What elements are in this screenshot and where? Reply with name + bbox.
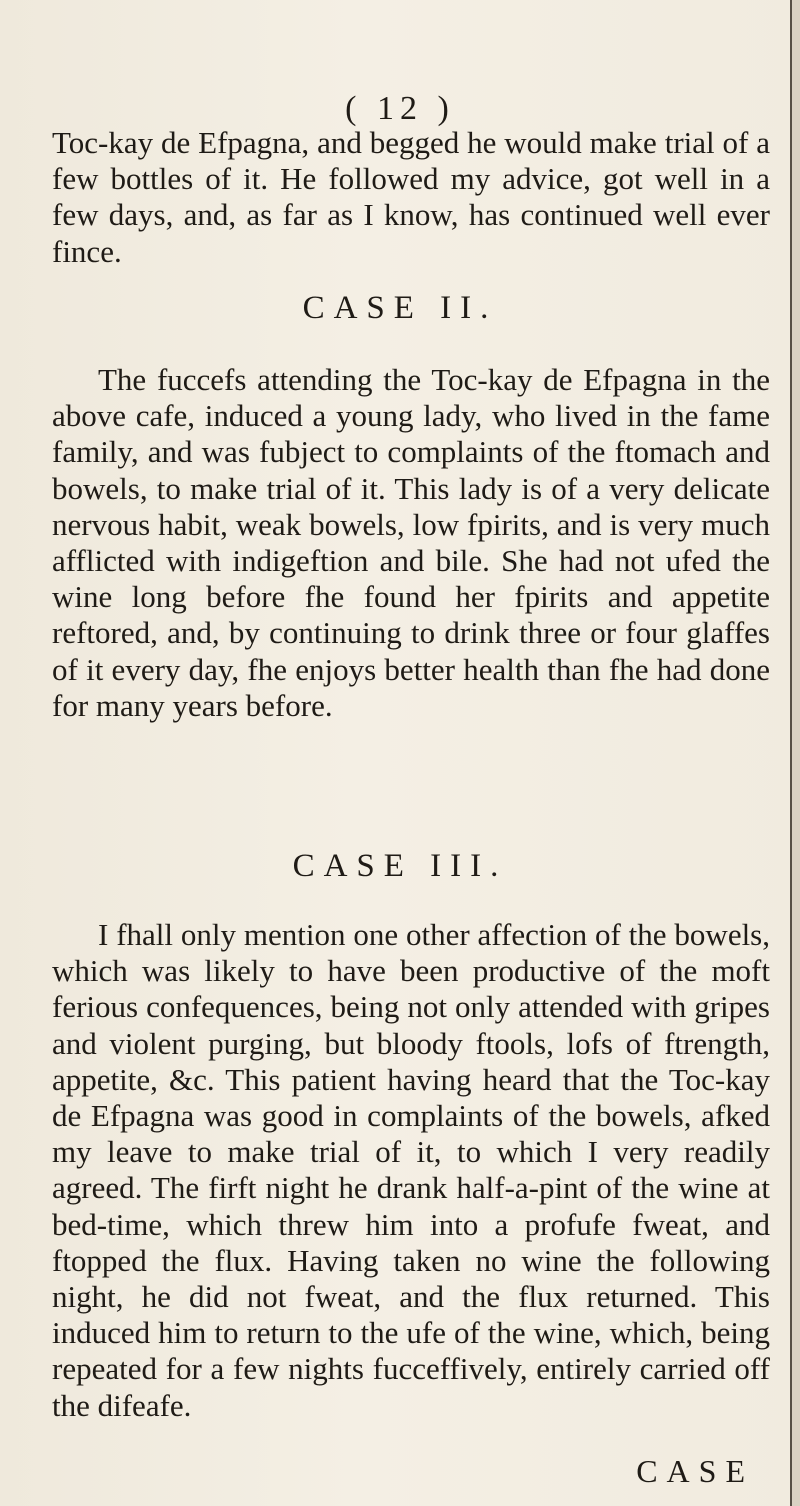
- opening-paragraph-block: [52, 125, 770, 270]
- page-number: ( 12 ): [345, 90, 455, 127]
- case-ii-paragraph: The fuccefs attending the Toc-kay de Efpagna in the above cafe, induced a young lady, who lived in the fame family, and was fubject to complaints of the ftomach and bowels, to make trial of it. This lady is of a very delicate nervous habit, weak bowels, low fpirits, and is very much afflicted with indigeftion and bile. She had not ufed the wine long before fhe found her fpirits and appetite reftored, and, by continuing to drink three or four glaffes of it every day, fhe enjoys better health than fhe had done for many years before.: [52, 362, 770, 723]
- case-iii-heading: CASE III.: [292, 848, 508, 884]
- page-edge-line: [790, 0, 792, 1506]
- case-ii-heading: CASE II.: [302, 290, 498, 326]
- case-ii-block: [52, 362, 770, 724]
- page-edge-shadow: [792, 0, 800, 1506]
- case-iii-block: [52, 917, 770, 1424]
- case-iii-paragraph: I fhall only mention one other affection of the bowels, which was likely to have been productive of the moft ferious confequences, being not only attended with gripes and violent purging, but bloody ftools, lofs of ftrength, appetite, &c. This patient having heard that the Toc-kay de Efpagna was good in complaints of the bowels, afked my leave to make trial of it, to which I very readily agreed. The firft night he drank half-a-pint of the wine at bed-time, which threw him into a profufe fweat, and ftopped the flux. Having taken no wine the following night, he did not fweat, and the flux returned. This induced him to return to the ufe of the wine, which, being repeated for a few nights fucceffively, entirely carried off the difeafe.: [52, 917, 770, 1423]
- catchword: CASE: [636, 1453, 754, 1489]
- opening-paragraph: Toc-kay de Efpagna, and begged he would make trial of a few bottles of it. He followed my advice, got well in a few days, and, as far as I know, has continued well ever fince.: [52, 125, 770, 269]
